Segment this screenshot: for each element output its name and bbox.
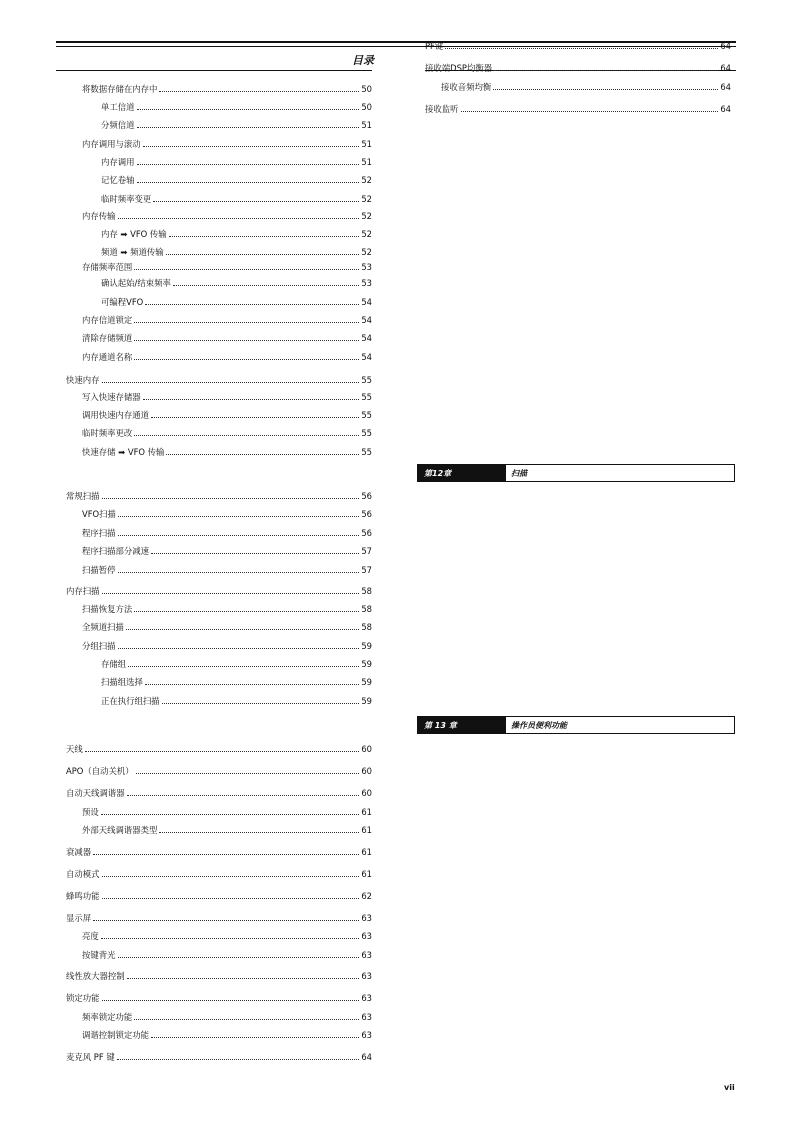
dot-leader [134, 434, 359, 436]
dot-leader [102, 897, 360, 899]
toc-entry-page: 64 [720, 104, 731, 114]
toc-entry[interactable] [66, 846, 372, 858]
toc-entry[interactable] [82, 1011, 372, 1023]
toc-entry[interactable] [82, 1029, 372, 1041]
dot-leader [93, 853, 359, 855]
toc-entry-page: 61 [361, 847, 372, 857]
chapter-number: 第 13 章 [418, 717, 506, 733]
toc-entry[interactable] [82, 83, 372, 95]
dot-leader [134, 1018, 359, 1020]
toc-entry-page: 64 [720, 41, 731, 51]
toc-entry[interactable] [66, 787, 372, 799]
toc-entry-label: 临时频率变更 [101, 194, 152, 204]
dot-leader [117, 1058, 360, 1060]
toc-entry-label: PF键 [425, 41, 444, 51]
dot-leader [127, 977, 360, 979]
toc-entry[interactable] [82, 930, 372, 942]
toc-entry[interactable] [66, 992, 372, 1004]
toc-entry-page: 52 [361, 247, 372, 257]
toc-entry[interactable] [66, 585, 372, 597]
toc-entry-page: 64 [720, 63, 731, 73]
dot-leader [134, 610, 359, 612]
toc-entry-label: VFO扫描 [82, 509, 116, 519]
toc-entry-page: 61 [361, 869, 372, 879]
toc-entry-label: 亮度 [82, 931, 99, 941]
toc-entry[interactable] [82, 640, 372, 652]
toc-entry[interactable] [66, 868, 372, 880]
dot-leader [118, 217, 360, 219]
toc-entry-page: 63 [361, 950, 372, 960]
dot-leader [162, 702, 360, 704]
dot-leader [151, 552, 359, 554]
toc-entry-page: 52 [361, 175, 372, 185]
toc-entry-page: 61 [361, 807, 372, 817]
toc-entry[interactable] [82, 603, 372, 615]
toc-entry-label: 存储频率范围 [82, 262, 133, 272]
dot-leader [118, 571, 360, 573]
dot-leader [93, 919, 359, 921]
dot-leader [101, 813, 360, 815]
toc-entry-label: 清除存储频道 [82, 333, 133, 343]
title-underline [56, 70, 372, 71]
toc-entry-label: 外部天线调谐器类型 [82, 825, 158, 835]
dot-leader [137, 108, 360, 110]
toc-entry-page: 63 [361, 1012, 372, 1022]
toc-entry-label: 内存 ➡ VFO 传输 [101, 229, 167, 239]
toc-entry-page: 59 [361, 696, 372, 706]
dot-leader [134, 339, 359, 341]
chapter-name: 操作员便利功能 [511, 720, 567, 730]
toc-entry-page: 57 [361, 546, 372, 556]
toc-entry-label: 内存调用 [101, 157, 135, 167]
dot-leader [136, 772, 360, 774]
toc-entry-label: 天线 [66, 744, 83, 754]
toc-entry-label: 确认起始/结束频率 [101, 278, 171, 288]
toc-entry-page: 59 [361, 659, 372, 669]
toc-entry-label: 线性放大器控制 [66, 971, 125, 981]
toc-entry-label: 频道 ➡ 频道传输 [101, 247, 164, 257]
toc-entry-label: 正在执行组扫描 [101, 696, 160, 706]
page-number: vii [724, 1083, 735, 1092]
toc-entry[interactable] [82, 806, 372, 818]
dot-leader [151, 416, 359, 418]
toc-entry-page: 63 [361, 931, 372, 941]
toc-entry-page: 60 [361, 744, 372, 754]
chapter-name: 扫描 [511, 468, 527, 478]
toc-entry-page: 55 [361, 428, 372, 438]
dot-leader [169, 235, 360, 237]
toc-entry-label: 将数据存储在内存中 [82, 84, 158, 94]
toc-entry-page: 50 [361, 84, 372, 94]
dot-leader [137, 126, 360, 128]
toc-entry[interactable] [101, 695, 372, 707]
toc-entry-page: 58 [361, 586, 372, 596]
toc-entry-page: 51 [361, 120, 372, 130]
toc-entry[interactable] [82, 545, 372, 557]
dot-leader [445, 47, 718, 49]
toc-entry[interactable] [101, 156, 372, 168]
toc-entry[interactable] [101, 246, 372, 258]
toc-entry-page: 55 [361, 410, 372, 420]
toc-entry[interactable] [66, 890, 372, 902]
toc-entry[interactable] [82, 409, 372, 421]
toc-entry[interactable] [66, 912, 372, 924]
toc-entry[interactable] [82, 138, 372, 150]
toc-entry[interactable] [82, 446, 372, 458]
toc-entry-label: 调谐控制锁定功能 [82, 1030, 149, 1040]
toc-entry-page: 54 [361, 333, 372, 343]
toc-entry-label: 蜂鸣功能 [66, 891, 100, 901]
toc-entry-label: 锁定功能 [66, 993, 100, 1003]
toc-entry[interactable] [82, 427, 372, 439]
toc-entry-page: 58 [361, 604, 372, 614]
toc-entry-label: 麦克风 PF 键 [66, 1052, 115, 1062]
toc-entry-page: 50 [361, 102, 372, 112]
toc-entry-label: 存储组 [101, 659, 127, 669]
toc-entry-label: 分组扫描 [82, 641, 116, 651]
toc-entry-label: 程序扫描 [82, 528, 116, 538]
toc-entry[interactable] [82, 824, 372, 836]
toc-entry-label: 接收音频均衡 [441, 82, 492, 92]
toc-entry-label: 按键背光 [82, 950, 116, 960]
toc-entry[interactable] [101, 174, 372, 186]
dot-leader [134, 358, 359, 360]
toc-entry-page: 56 [361, 528, 372, 538]
toc-entry-label: 可编程VFO [101, 297, 144, 307]
toc-entry-label: 显示屏 [66, 913, 92, 923]
dot-leader [137, 163, 360, 165]
toc-entry-page: 63 [361, 993, 372, 1003]
dot-leader [143, 145, 360, 147]
toc-entry-label: 写入快速存储器 [82, 392, 141, 402]
toc-entry-page: 64 [361, 1052, 372, 1062]
dot-leader [493, 88, 718, 90]
dot-leader [159, 831, 359, 833]
toc-entry[interactable] [101, 277, 372, 289]
toc-entry[interactable] [425, 103, 731, 115]
toc-entry[interactable] [82, 527, 372, 539]
toc-entry-page: 52 [361, 211, 372, 221]
toc-entry-label: 记忆卷轴 [101, 175, 135, 185]
dot-leader [137, 181, 360, 183]
dot-leader [101, 937, 360, 939]
toc-entry[interactable] [82, 314, 372, 326]
toc-entry-label: 调用快速内存通道 [82, 410, 149, 420]
toc-entry[interactable] [101, 676, 372, 688]
toc-entry[interactable] [66, 743, 372, 755]
toc-entry-label: 扫描组选择 [101, 677, 143, 687]
dot-leader [145, 303, 359, 305]
toc-entry-page: 61 [361, 825, 372, 835]
dot-leader [143, 398, 360, 400]
toc-entry-label: 单工信道 [101, 102, 135, 112]
dot-leader [145, 683, 359, 685]
toc-entry-page: 54 [361, 352, 372, 362]
dot-leader [118, 534, 360, 536]
toc-entry[interactable] [82, 210, 372, 222]
toc-entry-page: 53 [361, 278, 372, 288]
toc-entry-page: 64 [720, 82, 731, 92]
toc-entry-label: 全频道扫描 [82, 622, 124, 632]
toc-entry[interactable] [82, 391, 372, 403]
toc-entry[interactable] [66, 374, 372, 386]
dot-leader [153, 200, 359, 202]
toc-entry-page: 56 [361, 509, 372, 519]
toc-entry[interactable] [66, 970, 372, 982]
dot-leader [85, 750, 360, 752]
toc-entry[interactable] [82, 351, 372, 363]
toc-entry[interactable] [82, 949, 372, 961]
toc-entry-label: 接收端DSP均衡器 [425, 63, 493, 73]
toc-entry-label: 分频信道 [101, 120, 135, 130]
toc-entry-label: 程序扫描部分减速 [82, 546, 149, 556]
toc-entry[interactable] [82, 621, 372, 633]
toc-entry-page: 63 [361, 1030, 372, 1040]
toc-entry[interactable] [425, 40, 731, 52]
chapter-12-banner [417, 464, 735, 482]
dot-leader [102, 381, 360, 383]
dot-leader [134, 321, 359, 323]
dot-leader [128, 665, 359, 667]
toc-entry-page: 59 [361, 677, 372, 687]
dot-leader [127, 794, 360, 796]
toc-entry-label: 内存调用与滚动 [82, 139, 141, 149]
toc-entry-page: 52 [361, 229, 372, 239]
dot-leader [118, 515, 359, 517]
dot-leader [494, 69, 718, 71]
toc-entry-page: 59 [361, 641, 372, 651]
toc-entry-page: 55 [361, 447, 372, 457]
dot-leader [159, 90, 359, 92]
toc-entry-label: 接收监听 [425, 104, 459, 114]
toc-entry-label: 预设 [82, 807, 99, 817]
toc-entry-page: 53 [361, 262, 372, 272]
dot-leader [166, 453, 359, 455]
toc-entry-page: 55 [361, 375, 372, 385]
toc-entry[interactable] [82, 332, 372, 344]
toc-entry-page: 60 [361, 788, 372, 798]
toc-entry-label: 临时频率更改 [82, 428, 133, 438]
toc-entry-label: 内存通道名称 [82, 352, 133, 362]
chapter-13-banner [417, 716, 735, 734]
toc-entry-page: 51 [361, 139, 372, 149]
toc-entry[interactable] [101, 193, 372, 205]
toc-entry-label: 内存扫描 [66, 586, 100, 596]
toc-entry-page: 52 [361, 194, 372, 204]
toc-entry[interactable] [101, 658, 372, 670]
toc-entry-page: 55 [361, 392, 372, 402]
toc-entry-label: 快速存储 ➡ VFO 传输 [82, 447, 165, 457]
toc-entry-label: 扫描恢复方法 [82, 604, 133, 614]
dot-leader [118, 956, 360, 958]
toc-entry-label: 内存传输 [82, 211, 116, 221]
dot-leader [166, 253, 360, 255]
toc-entry[interactable] [101, 228, 372, 240]
dot-leader [173, 284, 360, 286]
toc-entry-page: 63 [361, 913, 372, 923]
toc-entry[interactable] [82, 508, 372, 520]
toc-entry[interactable] [425, 62, 731, 74]
dot-leader [102, 999, 360, 1001]
dot-leader [118, 647, 360, 649]
toc-entry[interactable] [66, 490, 372, 502]
toc-entry[interactable] [101, 296, 372, 308]
toc-entry-label: 扫描暂停 [82, 565, 116, 575]
toc-entry[interactable] [66, 1051, 372, 1063]
chapter-number: 第12章 [418, 465, 506, 481]
toc-entry-page: 54 [361, 315, 372, 325]
dot-leader [102, 497, 360, 499]
dot-leader [461, 110, 719, 112]
toc-entry-page: 62 [361, 891, 372, 901]
dot-leader [102, 592, 360, 594]
toc-entry-label: 自动天线调谐器 [66, 788, 125, 798]
page-title: 目录 [352, 54, 374, 67]
toc-entry[interactable] [441, 81, 731, 93]
toc-entry-page: 51 [361, 157, 372, 167]
toc-entry-label: 快速内存 [66, 375, 100, 385]
toc-entry[interactable] [66, 765, 372, 777]
toc-entry-page: 54 [361, 297, 372, 307]
toc-entry-label: 衰减器 [66, 847, 92, 857]
dot-leader [134, 268, 359, 270]
toc-entry[interactable] [82, 261, 372, 273]
toc-entry-label: 常规扫描 [66, 491, 100, 501]
toc-entry[interactable] [82, 564, 372, 576]
dot-leader [151, 1036, 359, 1038]
toc-entry-page: 56 [361, 491, 372, 501]
toc-entry-label: 内存信道锁定 [82, 315, 133, 325]
dot-leader [126, 628, 359, 630]
toc-entry-label: 自动模式 [66, 869, 100, 879]
toc-entry-page: 60 [361, 766, 372, 776]
toc-entry-label: 频率锁定功能 [82, 1012, 133, 1022]
toc-entry[interactable] [101, 101, 372, 113]
toc-entry-page: 63 [361, 971, 372, 981]
toc-entry-label: APO（自动关机） [66, 766, 134, 776]
toc-entry-page: 58 [361, 622, 372, 632]
toc-entry[interactable] [101, 119, 372, 131]
toc-entry-page: 57 [361, 565, 372, 575]
dot-leader [102, 875, 360, 877]
